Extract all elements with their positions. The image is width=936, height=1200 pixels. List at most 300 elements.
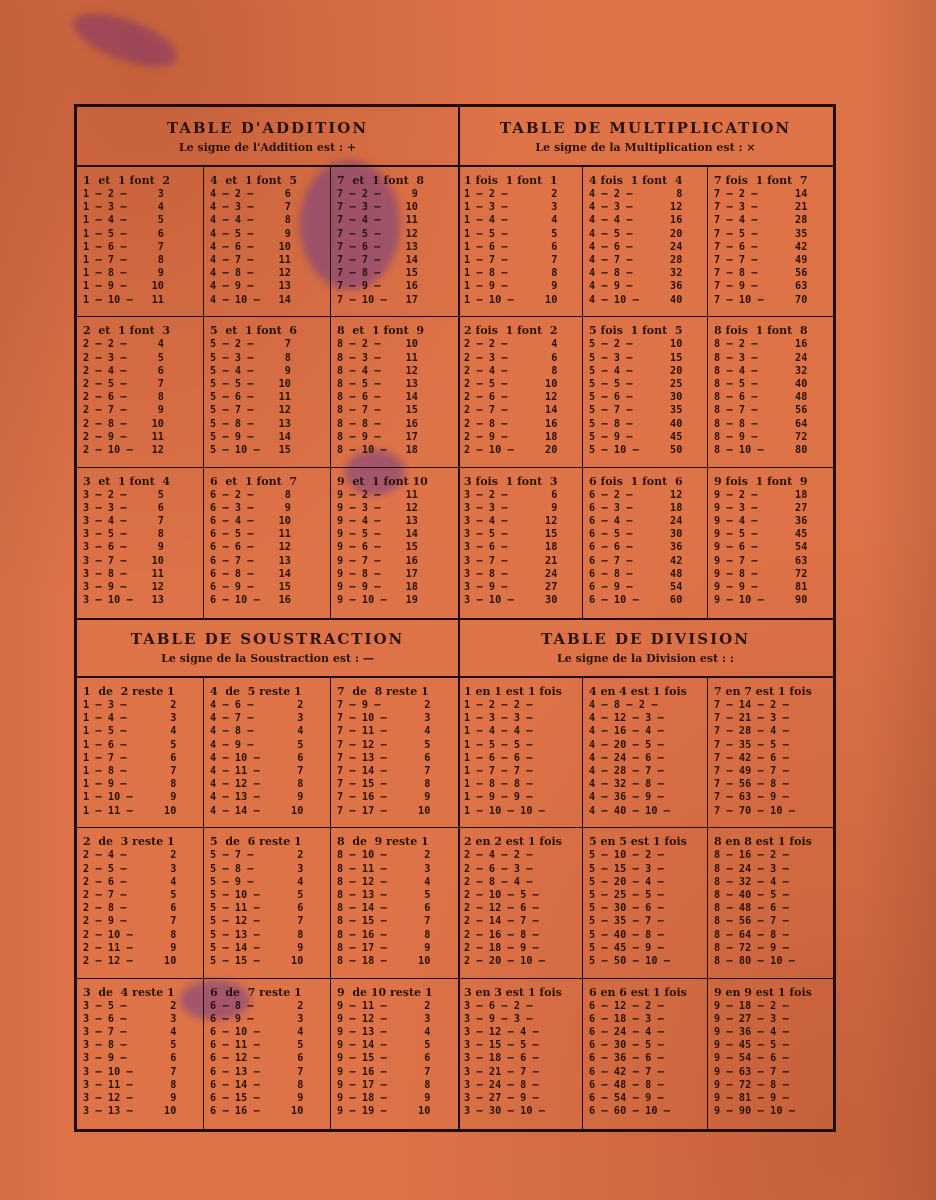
addition-row: 8 — 9 — 17: [337, 431, 419, 443]
multiplication-row: 8 — 5 — 40: [714, 378, 808, 390]
multiplication-row: 6 — 7 — 42: [589, 555, 683, 567]
soustraction-row: 6 — 10 — 4: [210, 1027, 304, 1039]
division-row: 3 — 6 — 2 —: [464, 1000, 533, 1012]
multiplication-row: 2 — 3 — 6: [464, 352, 558, 364]
multiplication-row: 6 — 8 — 48: [589, 568, 683, 580]
soustraction-row: 2 — 8 — 6: [83, 903, 177, 915]
multiplication-row: 7 — 10 — 70: [714, 294, 808, 306]
multiplication-row: 5 — 5 — 25: [589, 378, 683, 390]
addition-table: [77, 107, 458, 618]
multiplication-row: 4 — 4 — 16: [589, 215, 683, 227]
division-row: 9 — 54 — 6 —: [714, 1053, 789, 1065]
multiplication-row: 7 — 9 — 63: [714, 281, 808, 293]
soustraction-row: 9 — 14 — 5: [337, 1040, 431, 1052]
division-row: 1 — 4 — 4 —: [464, 726, 533, 738]
soustraction-block-heading: 9 de 10 reste 1: [337, 985, 433, 999]
addition-row: 9 — 3 — 12: [337, 502, 419, 514]
multiplication-block-heading: 4 fois 1 font 4: [589, 174, 683, 187]
division-row: 1 — 8 — 8 —: [464, 779, 533, 791]
division-row: 1 — 3 — 3 —: [464, 713, 533, 725]
soustraction-row: 4 — 9 — 5: [210, 739, 304, 751]
division-row: 2 — 18 — 9 —: [464, 942, 539, 954]
multiplication-row: 2 — 5 — 10: [464, 378, 558, 390]
addition-block: [77, 317, 204, 467]
horizontal-divider: [77, 618, 833, 620]
multiplication-row: 1 — 8 — 8: [464, 268, 558, 280]
addition-row: 2 — 7 — 9: [83, 405, 165, 417]
soustraction-row: 9 — 12 — 3: [337, 1013, 431, 1025]
division-row: 4 — 28 — 7 —: [589, 766, 664, 778]
soustraction-row: 7 — 14 — 7: [337, 766, 431, 778]
division-row: 6 — 42 — 7 —: [589, 1066, 664, 1078]
division-row: 5 — 20 — 4 —: [589, 876, 664, 888]
soustraction-row: 4 — 11 — 7: [210, 766, 304, 778]
multiplication-block-heading: 6 fois 1 font 6: [589, 474, 683, 488]
multiplication-row: 2 — 6 — 12: [464, 392, 558, 404]
soustraction-row: 8 — 15 — 7: [337, 916, 431, 928]
division-row: 1 — 6 — 6 —: [464, 752, 533, 764]
division-block-heading: 4 en 4 est 1 fois: [589, 685, 687, 698]
division-row: 8 — 80 — 10 —: [714, 955, 796, 967]
soustraction-row: 3 — 11 — 8: [83, 1079, 177, 1091]
addition-row: 1 — 10 — 11: [83, 294, 165, 306]
soustraction-row: 6 — 16 — 10: [210, 1106, 304, 1118]
soustraction-row: 9 — 16 — 7: [337, 1066, 431, 1078]
multiplication-row: 9 — 10 — 90: [714, 595, 808, 607]
multiplication-row: 8 — 4 — 32: [714, 365, 808, 377]
multiplication-row: 9 — 2 — 18: [714, 489, 808, 501]
division-row: 5 — 15 — 3 —: [589, 863, 664, 875]
multiplication-row: 5 — 3 — 15: [589, 352, 683, 364]
addition-grid: [77, 167, 458, 618]
addition-row: 8 — 10 — 18: [337, 444, 419, 456]
division-row: 2 — 20 — 10 —: [464, 955, 546, 967]
multiplication-row: 9 — 9 — 81: [714, 582, 808, 594]
soustraction-row: 1 — 6 — 5: [83, 739, 177, 751]
division-row: 8 — 40 — 5 —: [714, 889, 789, 901]
multiplication-row: 4 — 9 — 36: [589, 281, 683, 293]
addition-row: 9 — 2 — 11: [337, 489, 419, 501]
multiplication-row: 5 — 9 — 45: [589, 431, 683, 443]
addition-row: 7 — 10 — 17: [337, 294, 419, 306]
multiplication-table: [458, 107, 833, 618]
addition-block: [331, 468, 458, 618]
division-row: 9 — 81 — 9 —: [714, 1093, 789, 1105]
soustraction-block: [331, 828, 458, 978]
division-table: [458, 618, 833, 1129]
addition-row: 5 — 7 — 12: [210, 405, 292, 417]
soustraction-row: 8 — 17 — 9: [337, 942, 431, 954]
division-row: 4 — 24 — 6 —: [589, 752, 664, 764]
addition-row: 6 — 2 — 8: [210, 489, 292, 501]
division-header: [458, 618, 833, 678]
soustraction-row: 5 — 15 — 10: [210, 955, 304, 967]
division-row: 1 — 9 — 9 —: [464, 792, 533, 804]
soustraction-row: 2 — 10 — 8: [83, 929, 177, 941]
addition-row: 6 — 4 — 10: [210, 516, 292, 528]
addition-row: 8 — 6 — 14: [337, 392, 419, 404]
division-row: 5 — 10 — 2 —: [589, 850, 664, 862]
soustraction-row: 2 — 7 — 5: [83, 889, 177, 901]
division-row: 7 — 63 — 9 —: [714, 792, 789, 804]
multiplication-row: 3 — 4 — 12: [464, 516, 558, 528]
multiplication-row: 9 — 5 — 45: [714, 529, 808, 541]
division-row: 3 — 27 — 9 —: [464, 1093, 539, 1105]
addition-block-heading: 4 et 1 font 5: [210, 174, 297, 187]
addition-row: 3 — 2 — 5: [83, 489, 165, 501]
addition-row: 5 — 5 — 10: [210, 378, 292, 390]
division-row: 4 — 20 — 5 —: [589, 739, 664, 751]
addition-row: 2 — 8 — 10: [83, 418, 165, 430]
division-grid: [458, 678, 833, 1129]
multiplication-row: 6 — 5 — 30: [589, 529, 683, 541]
division-block-heading: 3 en 3 est 1 fois: [464, 985, 562, 999]
addition-row: 1 — 3 — 4: [83, 202, 165, 214]
division-row: 9 — 18 — 2 —: [714, 1000, 789, 1012]
addition-block-heading: 2 et 1 font 3: [83, 324, 170, 338]
soustraction-row: 9 — 17 — 8: [337, 1079, 431, 1091]
addition-row: 8 — 5 — 13: [337, 378, 419, 390]
addition-row: 2 — 9 — 11: [83, 431, 165, 443]
addition-row: 2 — 6 — 8: [83, 392, 165, 404]
division-row: 5 — 40 — 8 —: [589, 929, 664, 941]
soustraction-row: 4 — 13 — 9: [210, 792, 304, 804]
addition-row: 3 — 3 — 6: [83, 502, 165, 514]
soustraction-row: 1 — 8 — 7: [83, 766, 177, 778]
multiplication-row: 3 — 6 — 18: [464, 542, 558, 554]
addition-row: 5 — 2 — 7: [210, 339, 292, 351]
division-row: 9 — 63 — 7 —: [714, 1066, 789, 1078]
addition-row: 6 — 3 — 9: [210, 502, 292, 514]
addition-row: 4 — 3 — 7: [210, 202, 292, 214]
multiplication-row: 5 — 7 — 35: [589, 405, 683, 417]
soustraction-block-heading: 5 de 6 reste 1: [210, 835, 302, 849]
soustraction-row: 1 — 7 — 6: [83, 752, 177, 764]
addition-block: [204, 317, 331, 467]
soustraction-row: 4 — 14 — 10: [210, 805, 304, 817]
soustraction-row: 5 — 10 — 5: [210, 889, 304, 901]
addition-row: 6 — 5 — 11: [210, 529, 292, 541]
soustraction-row: 4 — 12 — 8: [210, 779, 304, 791]
multiplication-row: 4 — 3 — 12: [589, 202, 683, 214]
division-row: 9 — 36 — 4 —: [714, 1027, 789, 1039]
addition-row: 6 — 7 — 13: [210, 555, 292, 567]
addition-row: 2 — 3 — 5: [83, 352, 165, 364]
multiplication-block-heading: 2 fois 1 font 2: [464, 324, 558, 338]
addition-row: 4 — 10 — 14: [210, 294, 292, 306]
soustraction-row: 7 — 10 — 3: [337, 713, 431, 725]
division-row: 7 — 14 — 2 —: [714, 700, 789, 711]
soustraction-row: 4 — 6 — 2: [210, 700, 304, 711]
division-block-heading: 9 en 9 est 1 fois: [714, 985, 812, 999]
division-row: 6 — 30 — 5 —: [589, 1040, 664, 1052]
soustraction-row: 3 — 13 — 10: [83, 1106, 177, 1118]
multiplication-block-heading: 1 fois 1 font 1: [464, 174, 558, 187]
multiplication-grid: [458, 167, 833, 618]
multiplication-row: 5 — 2 — 10: [589, 339, 683, 351]
soustraction-block: [204, 828, 331, 978]
division-row: 7 — 35 — 5 —: [714, 739, 789, 751]
soustraction-block: [331, 979, 458, 1129]
multiplication-row: 7 — 8 — 56: [714, 268, 808, 280]
soustraction-block: [77, 828, 204, 978]
division-row: 1 — 10 — 10 —: [464, 805, 546, 817]
soustraction-row: 6 — 12 — 6: [210, 1053, 304, 1065]
division-row: 8 — 48 — 6 —: [714, 903, 789, 915]
soustraction-row: 6 — 13 — 7: [210, 1066, 304, 1078]
division-row: 2 — 12 — 6 —: [464, 903, 539, 915]
multiplication-row: 7 — 3 — 21: [714, 202, 808, 214]
multiplication-row: 1 — 2 — 2: [464, 189, 558, 200]
addition-row: 3 — 6 — 9: [83, 542, 165, 554]
addition-row: 4 — 9 — 13: [210, 281, 292, 293]
multiplication-row: 6 — 3 — 18: [589, 502, 683, 514]
soustraction-row: 3 — 5 — 2: [83, 1000, 177, 1012]
multiplication-row: 9 — 7 — 63: [714, 555, 808, 567]
addition-row: 8 — 8 — 16: [337, 418, 419, 430]
addition-block: [204, 468, 331, 618]
multiplication-row: 4 — 2 — 8: [589, 189, 683, 200]
multiplication-row: 9 — 6 — 54: [714, 542, 808, 554]
multiplication-row: 1 — 5 — 5: [464, 228, 558, 240]
addition-block-heading: 3 et 1 font 4: [83, 474, 170, 488]
soustraction-block: [77, 678, 204, 828]
division-row: 1 — 5 — 5 —: [464, 739, 533, 751]
multiplication-row: 1 — 7 — 7: [464, 255, 558, 267]
soustraction-row: 1 — 3 — 2: [83, 700, 177, 711]
addition-row: 3 — 4 — 7: [83, 516, 165, 528]
soustraction-row: 1 — 10 — 9: [83, 792, 177, 804]
addition-row: 3 — 7 — 10: [83, 555, 165, 567]
division-row: 8 — 72 — 9 —: [714, 942, 789, 954]
division-title: TABLE DE DIVISION: [541, 630, 750, 648]
division-block: [458, 828, 583, 978]
multiplication-row: 3 — 9 — 27: [464, 582, 558, 594]
multiplication-row: 7 — 4 — 28: [714, 215, 808, 227]
soustraction-row: 9 — 18 — 9: [337, 1093, 431, 1105]
division-block-heading: 1 en 1 est 1 fois: [464, 685, 562, 698]
division-row: 7 — 70 — 10 —: [714, 805, 796, 817]
soustraction-row: 7 — 15 — 8: [337, 779, 431, 791]
division-row: 3 — 18 — 6 —: [464, 1053, 539, 1065]
division-row: 5 — 45 — 9 —: [589, 942, 664, 954]
addition-row: 3 — 9 — 12: [83, 582, 165, 594]
addition-row: 4 — 8 — 12: [210, 268, 292, 280]
multiplication-block: [708, 317, 833, 467]
division-block-heading: 6 en 6 est 1 fois: [589, 985, 687, 999]
multiplication-row: 1 — 9 — 9: [464, 281, 558, 293]
soustraction-row: 2 — 6 — 4: [83, 876, 177, 888]
addition-row: 9 — 10 — 19: [337, 595, 419, 607]
division-row: 5 — 30 — 6 —: [589, 903, 664, 915]
addition-row: 7 — 4 — 11: [337, 215, 419, 227]
soustraction-block-heading: 1 de 2 reste 1: [83, 685, 175, 698]
addition-row: 8 — 4 — 12: [337, 365, 419, 377]
addition-row: 9 — 9 — 18: [337, 582, 419, 594]
division-row: 8 — 32 — 4 —: [714, 876, 789, 888]
addition-block: [77, 167, 204, 317]
multiplication-row: 9 — 4 — 36: [714, 516, 808, 528]
multiplication-row: 8 — 7 — 56: [714, 405, 808, 417]
addition-row: 9 — 4 — 13: [337, 516, 419, 528]
soustraction-row: 5 — 14 — 9: [210, 942, 304, 954]
addition-block: [77, 468, 204, 618]
soustraction-row: 5 — 7 — 2: [210, 850, 304, 862]
addition-row: 9 — 8 — 17: [337, 568, 419, 580]
multiplication-row: 6 — 10 — 60: [589, 595, 683, 607]
addition-block: [331, 317, 458, 467]
multiplication-row: 7 — 2 — 14: [714, 189, 808, 200]
soustraction-table: [77, 618, 458, 1129]
addition-row: 7 — 8 — 15: [337, 268, 419, 280]
soustraction-block-heading: 6 de 7 reste 1: [210, 985, 302, 999]
addition-row: 9 — 7 — 16: [337, 555, 419, 567]
division-block: [708, 979, 833, 1129]
addition-row: 7 — 3 — 10: [337, 202, 419, 214]
soustraction-block-heading: 8 de 9 reste 1: [337, 835, 429, 849]
multiplication-row: 7 — 5 — 35: [714, 228, 808, 240]
multiplication-row: 7 — 6 — 42: [714, 241, 808, 253]
multiplication-row: 6 — 6 — 36: [589, 542, 683, 554]
addition-block-heading: 6 et 1 font 7: [210, 474, 297, 488]
division-block: [708, 828, 833, 978]
multiplication-row: 8 — 6 — 48: [714, 392, 808, 404]
addition-row: 6 — 9 — 15: [210, 582, 292, 594]
soustraction-row: 1 — 9 — 8: [83, 779, 177, 791]
soustraction-row: 5 — 12 — 7: [210, 916, 304, 928]
addition-row: 3 — 5 — 8: [83, 529, 165, 541]
multiplication-row: 3 — 5 — 15: [464, 529, 558, 541]
multiplication-row: 6 — 9 — 54: [589, 582, 683, 594]
division-row: 3 — 21 — 7 —: [464, 1066, 539, 1078]
division-row: 1 — 7 — 7 —: [464, 766, 533, 778]
addition-block-heading: 7 et 1 font 8: [337, 174, 424, 187]
division-block: [708, 678, 833, 828]
division-block-heading: 8 en 8 est 1 fois: [714, 835, 812, 849]
division-row: 6 — 54 — 9 —: [589, 1093, 664, 1105]
division-row: 6 — 48 — 8 —: [589, 1079, 664, 1091]
multiplication-block-heading: 3 fois 1 font 3: [464, 474, 558, 488]
soustraction-row: 2 — 4 — 2: [83, 850, 177, 862]
soustraction-row: 4 — 7 — 3: [210, 713, 304, 725]
addition-block-heading: 1 et 1 font 2: [83, 174, 170, 187]
soustraction-block-heading: 7 de 8 reste 1: [337, 685, 429, 698]
addition-row: 5 — 3 — 8: [210, 352, 292, 364]
soustraction-row: 7 — 16 — 9: [337, 792, 431, 804]
multiplication-row: 4 — 5 — 20: [589, 228, 683, 240]
addition-row: 1 — 7 — 8: [83, 255, 165, 267]
soustraction-row: 3 — 9 — 6: [83, 1053, 177, 1065]
division-row: 4 — 12 — 3 —: [589, 713, 664, 725]
multiplication-block: [583, 317, 708, 467]
multiplication-block: [458, 468, 583, 618]
multiplication-block: [583, 167, 708, 317]
addition-row: 2 — 2 — 4: [83, 339, 165, 351]
division-row: 9 — 72 — 8 —: [714, 1079, 789, 1091]
ink-stain: [66, 2, 183, 77]
soustraction-block-heading: 3 de 4 reste 1: [83, 985, 175, 999]
multiplication-row: 5 — 6 — 30: [589, 392, 683, 404]
multiplication-row: 3 — 10 — 30: [464, 595, 558, 607]
soustraction-row: 8 — 13 — 5: [337, 889, 431, 901]
soustraction-row: 8 — 16 — 8: [337, 929, 431, 941]
addition-row: 9 — 6 — 15: [337, 542, 419, 554]
division-row: 3 — 9 — 3 —: [464, 1013, 533, 1025]
multiplication-row: 8 — 3 — 24: [714, 352, 808, 364]
addition-block: [331, 167, 458, 317]
soustraction-grid: [77, 678, 458, 1129]
addition-row: 2 — 10 — 12: [83, 444, 165, 456]
division-row: 6 — 36 — 6 —: [589, 1053, 664, 1065]
addition-row: 7 — 5 — 12: [337, 228, 419, 240]
division-row: 3 — 30 — 10 —: [464, 1106, 546, 1118]
division-row: 7 — 49 — 7 —: [714, 766, 789, 778]
multiplication-row: 3 — 8 — 24: [464, 568, 558, 580]
division-row: 9 — 90 — 10 —: [714, 1106, 796, 1118]
soustraction-row: 5 — 11 — 6: [210, 903, 304, 915]
addition-block-heading: 9 et 1 font 10: [337, 474, 428, 488]
soustraction-row: 3 — 6 — 3: [83, 1013, 177, 1025]
multiplication-block: [708, 468, 833, 618]
soustraction-block-heading: 2 de 3 reste 1: [83, 835, 175, 849]
addition-row: 4 — 2 — 6: [210, 189, 292, 200]
division-block: [583, 828, 708, 978]
soustraction-row: 8 — 14 — 6: [337, 903, 431, 915]
multiplication-row: 1 — 4 — 4: [464, 215, 558, 227]
multiplication-row: 5 — 4 — 20: [589, 365, 683, 377]
division-row: 9 — 27 — 3 —: [714, 1013, 789, 1025]
soustraction-block: [204, 678, 331, 828]
addition-row: 7 — 2 — 9: [337, 189, 419, 200]
addition-row: 3 — 8 — 11: [83, 568, 165, 580]
addition-row: 5 — 4 — 9: [210, 365, 292, 377]
division-row: 8 — 64 — 8 —: [714, 929, 789, 941]
addition-row: 2 — 5 — 7: [83, 378, 165, 390]
division-row: 8 — 24 — 3 —: [714, 863, 789, 875]
division-row: 6 — 60 — 10 —: [589, 1106, 671, 1118]
soustraction-row: 6 — 15 — 9: [210, 1093, 304, 1105]
division-row: 4 — 16 — 4 —: [589, 726, 664, 738]
multiplication-row: 8 — 9 — 72: [714, 431, 808, 443]
division-block: [458, 979, 583, 1129]
addition-row: 1 — 6 — 7: [83, 241, 165, 253]
soustraction-row: 3 — 12 — 9: [83, 1093, 177, 1105]
division-row: 4 — 40 — 10 —: [589, 805, 671, 817]
soustraction-row: 9 — 11 — 2: [337, 1000, 431, 1012]
soustraction-row: 3 — 7 — 4: [83, 1027, 177, 1039]
division-row: 2 — 6 — 3 —: [464, 863, 533, 875]
soustraction-header: [77, 618, 458, 678]
addition-row: 8 — 2 — 10: [337, 339, 419, 351]
soustraction-row: 8 — 11 — 3: [337, 863, 431, 875]
soustraction-subtitle: Le signe de la Soustraction est : —: [161, 652, 374, 665]
addition-row: 6 — 8 — 14: [210, 568, 292, 580]
multiplication-row: 6 — 4 — 24: [589, 516, 683, 528]
multiplication-row: 8 — 2 — 16: [714, 339, 808, 351]
multiplication-row: 2 — 7 — 14: [464, 405, 558, 417]
soustraction-row: 2 — 9 — 7: [83, 916, 177, 928]
division-block-heading: 5 en 5 est 1 fois: [589, 835, 687, 849]
soustraction-row: 9 — 13 — 4: [337, 1027, 431, 1039]
soustraction-row: 9 — 19 — 10: [337, 1106, 431, 1118]
multiplication-row: 9 — 3 — 27: [714, 502, 808, 514]
division-row: 4 — 32 — 8 —: [589, 779, 664, 791]
division-block: [583, 979, 708, 1129]
multiplication-row: 5 — 8 — 40: [589, 418, 683, 430]
soustraction-title: TABLE DE SOUSTRACTION: [130, 630, 405, 648]
soustraction-block: [77, 979, 204, 1129]
multiplication-row: 7 — 7 — 49: [714, 255, 808, 267]
